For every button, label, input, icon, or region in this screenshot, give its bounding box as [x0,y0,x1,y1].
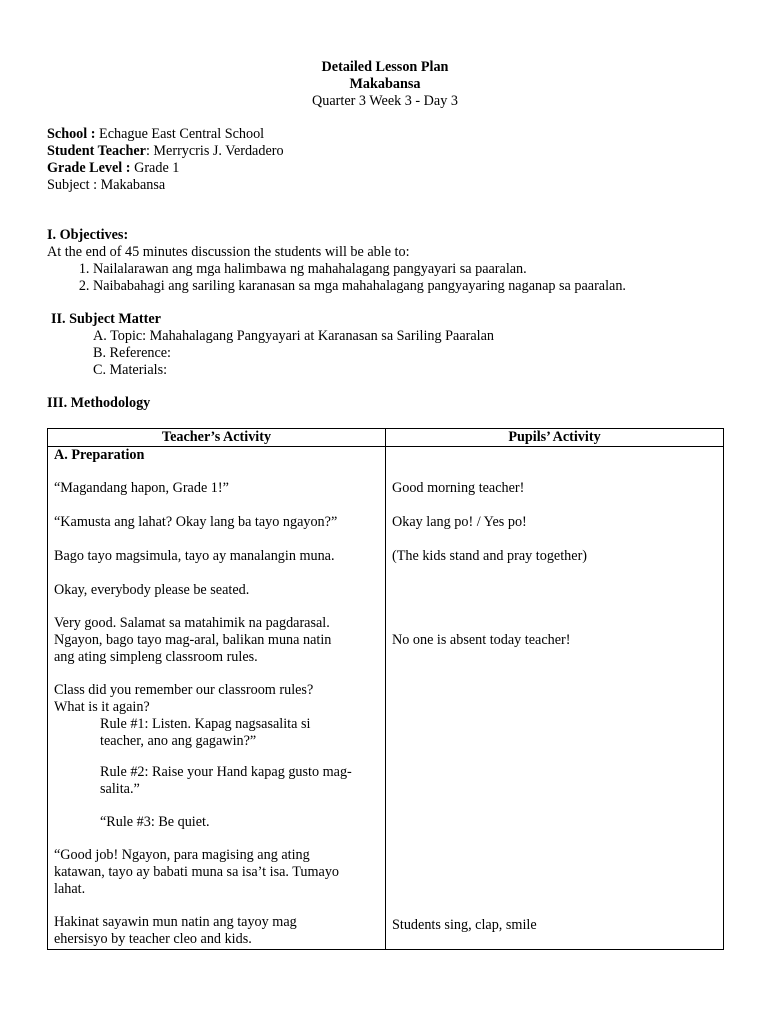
subject-matter-section [47,311,723,379]
grade-line [47,160,723,177]
grade-label: Grade Level : [47,160,131,176]
grade-value: Grade 1 [130,160,180,176]
teacher-line: Hakinat sayawin mun natin ang tayoy mag [54,914,297,930]
objective-item: 2. Naibabahagi ang sariling karanasan sa mga mahahalagang pangyayaring naganap sa paaralan. [93,278,723,295]
pupil-line: Good morning teacher! [392,480,525,496]
teacher-line [47,143,723,160]
objectives-section [47,227,723,295]
teacher-line: ehersisyo by teacher cleo and kids. [54,931,252,947]
pupil-line: Students sing, clap, smile [392,917,537,933]
teacher-line: Okay, everybody please be seated. [54,582,250,598]
teacher-line: “Magandang hapon, Grade 1!” [54,480,229,496]
pupils-activity-header: Pupils’ Activity [386,429,724,447]
teacher-line: Very good. Salamat sa matahimik na pagdarasal. [54,615,330,631]
teacher-line: Class did you remember our classroom rules? [54,682,314,698]
rule-line: “Rule #3: Be quiet. [100,814,210,830]
topic-line: A. Topic: Mahahalagang Pangyayari at Karanasan sa Sariling Paaralan [93,328,494,344]
teacher-line: ang ating simpleng classroom rules. [54,649,258,665]
objectives-intro: At the end of 45 minutes discussion the students will be able to: [47,244,410,260]
teacher-value: : Merrycris J. Verdadero [145,143,284,159]
pupil-line: Okay lang po! / Yes po! [392,514,527,530]
school-line [47,126,723,143]
teacher-line: Bago tayo magsimula, tayo ay manalangin muna. [54,548,335,564]
teacher-activity-header: Teacher’s Activity [48,429,386,447]
pupil-line: No one is absent today teacher! [392,632,571,648]
pupil-line: (The kids stand and pray together) [392,548,588,564]
reference-line: B. Reference: [93,345,171,361]
lesson-plan-page [47,59,723,947]
teacher-line: “Kamusta ang lahat? Okay lang ba tayo ngayon?” [54,514,338,530]
teacher-line: lahat. [54,881,86,897]
document-schedule: Quarter 3 Week 3 - Day 3 [312,93,458,109]
subject-line: Subject : Makabansa [47,177,166,193]
methodology-heading: III. Methodology [47,395,151,411]
teacher-line: What is it again? [54,699,150,715]
pupils-activity-cell [386,447,724,950]
objective-item: 1. Nailalarawan ang mga halimbawa ng mahahalagang pangyayari sa paaralan. [93,261,723,278]
document-header [47,59,723,110]
teacher-label: Student Teacher [47,143,146,159]
materials-line: C. Materials: [93,362,168,378]
info-block [47,126,723,194]
activity-table [47,428,724,950]
rule-line: salita.” [100,781,140,797]
objectives-list [47,261,723,295]
teacher-line: “Good job! Ngayon, para magising ang ating [54,847,310,863]
school-label: School : [47,126,96,142]
rule-line: teacher, ano ang gagawin?” [100,733,257,749]
school-value: Echague East Central School [95,126,265,142]
rule-line: Rule #1: Listen. Kapag nagsasalita si [100,716,311,732]
teacher-activity-cell [48,447,386,950]
subject-matter-heading: II. Subject Matter [51,311,161,327]
document-title: Detailed Lesson Plan [321,59,449,75]
rule-line: Rule #2: Raise your Hand kapag gusto mag- [100,764,352,780]
teacher-line: Ngayon, bago tayo mag-aral, balikan muna natin [54,632,332,648]
preparation-heading: A. Preparation [54,447,145,463]
objectives-heading: I. Objectives: [47,227,129,243]
teacher-line: katawan, tayo ay babati muna sa isa’t isa. Tumayo [54,864,340,880]
document-subject: Makabansa [349,76,421,92]
